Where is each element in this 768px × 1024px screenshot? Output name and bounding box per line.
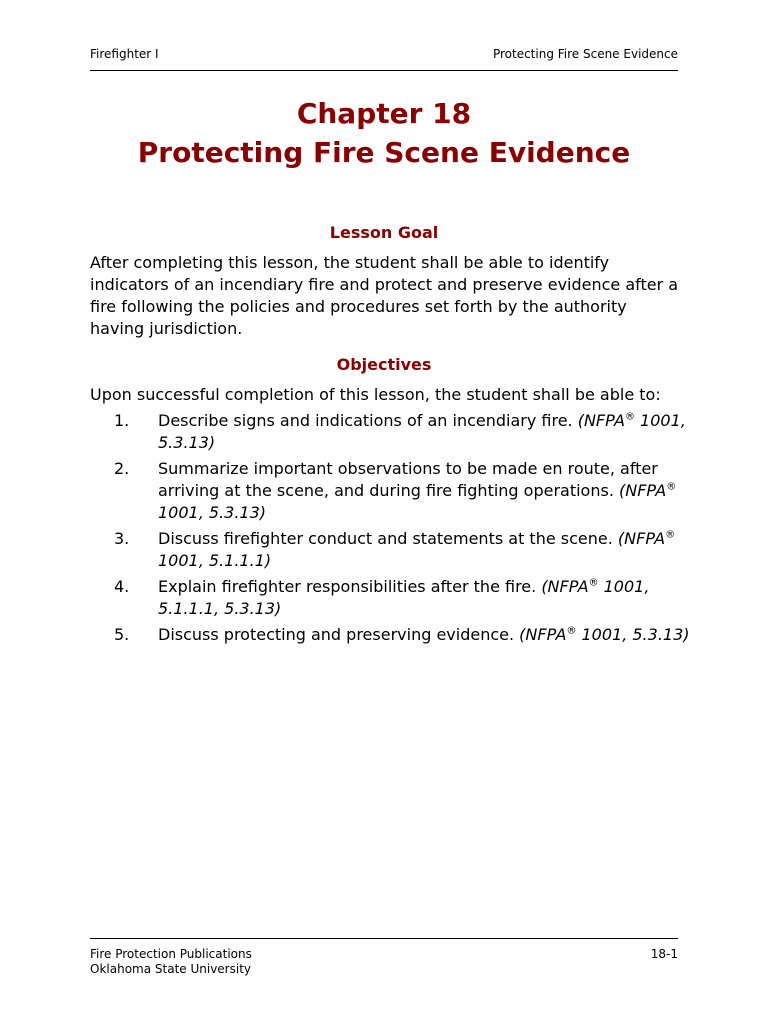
objective-reference: (NFPA® 1001, 5.1.1.1, 5.3.13) (158, 577, 650, 618)
objective-number: 1. (114, 411, 130, 430)
objective-text: Discuss protecting and preserving evidence. (158, 625, 520, 644)
objective-number: 2. (114, 459, 130, 478)
objective-text: Summarize important observations to be made en route, after arriving at the scene, and during fire fighting operations. (158, 459, 658, 500)
objective-text: Describe signs and indications of an incendiary fire. (158, 411, 578, 430)
objective-number: 3. (114, 529, 130, 548)
chapter-title (90, 94, 678, 172)
page-footer (90, 938, 678, 977)
objectives-intro: Upon successful completion of this lesson, the student shall be able to: (90, 385, 661, 404)
objective-item (90, 410, 690, 454)
objectives-list (90, 410, 690, 650)
lesson-goal-text: After completing this lesson, the student shall be able to identify indicators of an incendiary fire and protect and preserve evidence after a fire following the policies and procedures set forth by the authority having jurisdiction. (90, 253, 679, 338)
objective-reference: (NFPA® 1001, 5.3.13) (158, 481, 677, 522)
objective-text: Discuss firefighter conduct and statements at the scene. (158, 529, 618, 548)
objective-reference: (NFPA® 1001, 5.1.1.1) (158, 529, 676, 570)
page-header (90, 46, 678, 71)
header-course-title: Firefighter I (90, 47, 159, 61)
objective-item (90, 624, 690, 646)
footer-publisher: Fire Protection Publications (90, 947, 252, 961)
header-chapter-title: Protecting Fire Scene Evidence (492, 47, 678, 61)
footer-university: Oklahoma State University (90, 962, 251, 976)
chapter-number: Chapter 18 (296, 97, 472, 130)
objective-number: 5. (114, 625, 130, 644)
objective-reference: (NFPA® 1001, 5.3.13) (158, 411, 686, 452)
objective-reference: (NFPA® 1001, 5.3.13) (519, 625, 690, 644)
objective-item (90, 528, 690, 572)
objectives-heading: Objectives (336, 355, 432, 374)
objective-item (90, 458, 690, 524)
objective-text: Explain firefighter responsibilities after the fire. (158, 577, 542, 596)
objective-item (90, 576, 690, 620)
lesson-goal-heading: Lesson Goal (329, 223, 439, 242)
chapter-name: Protecting Fire Scene Evidence (137, 136, 631, 169)
objective-number: 4. (114, 577, 130, 596)
page-number: 18-1 (650, 947, 678, 961)
